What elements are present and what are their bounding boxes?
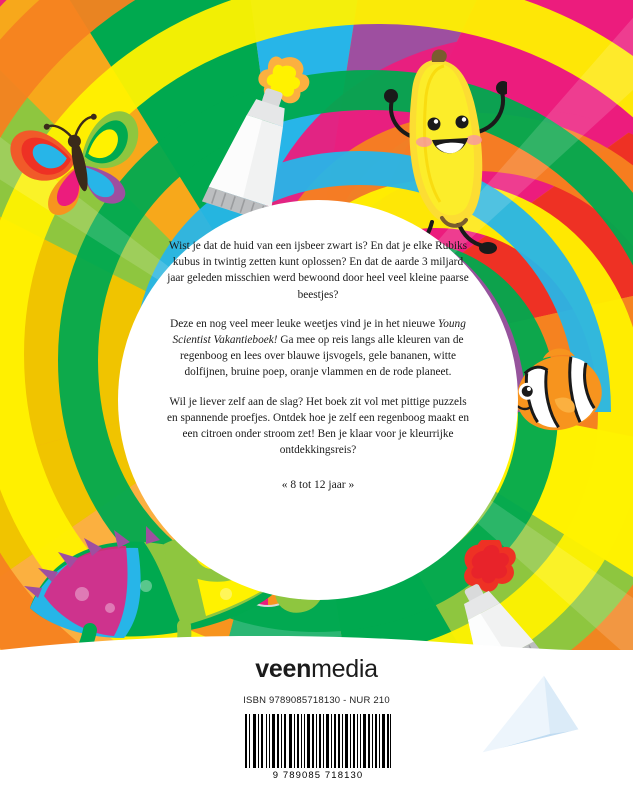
blurb-paragraph-3: Wil je liever zelf aan de slag? Het boek zit vol met pittige puzzels en spannende proefjes. Ontdek hoe je zelf een regenboog maakt en een citroen onder stroom zet! Ben je klaar voor je kleurrijke ontdekkingsreis? <box>166 395 470 457</box>
age-range-label: « 8 tot 12 jaar » <box>281 479 355 492</box>
blurb-paragraph-2 <box>164 316 472 381</box>
blurb-p2-before: Deze en nog veel meer leuke weetjes vind je in het nieuwe <box>170 317 439 330</box>
paint-tube-yellow-illustration <box>196 48 311 223</box>
barcode-bars <box>243 714 393 768</box>
publisher-name-bold: veen <box>255 655 312 683</box>
butterfly-illustration <box>8 108 148 218</box>
back-cover-blurb <box>164 238 472 562</box>
book-title-italic: Young Scientist Vakantieboek! <box>172 317 466 347</box>
blurb-p2-after: Ga mee op reis langs alle kleuren van de regenboog en lees over blauwe ijsvogels, gele bananen, witte dolfijnen, bruine poep, oranje vlammen en de rode planeet. <box>179 334 464 379</box>
barcode <box>243 714 393 786</box>
prism-illustration <box>470 672 590 762</box>
barcode-number: 9 789085 718130 <box>272 770 364 781</box>
isbn-text: ISBN 9789085718130 - NUR 210 <box>243 695 390 706</box>
back-cover-text-circle <box>118 200 518 600</box>
publisher-name-light: media <box>311 655 378 683</box>
blurb-paragraph-1: Wist je dat de huid van een ijsbeer zwart is? En dat je elke Rubiks kubus in twintig zetten kunt oplossen? En dat de aarde 3 miljard jaar geleden misschien werd bewoond door heel veel kleine paarse beestjes? <box>167 240 469 301</box>
